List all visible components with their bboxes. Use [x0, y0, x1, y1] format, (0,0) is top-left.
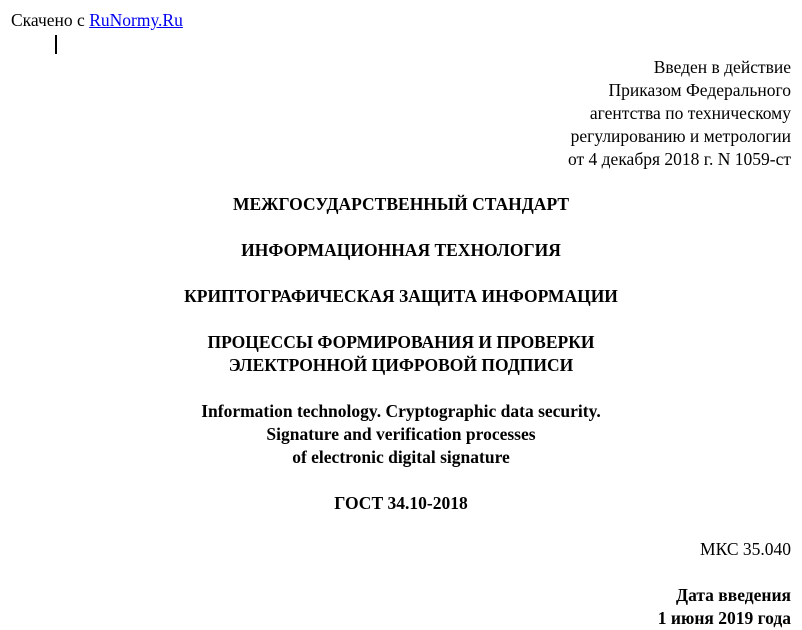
- standard-code: ГОСТ 34.10-2018: [334, 493, 468, 513]
- english-title-line: Signature and verification processes: [266, 424, 536, 444]
- source-prefix: Скачено с: [11, 10, 85, 30]
- subject-heading: [0, 331, 802, 377]
- source-line: [11, 9, 183, 31]
- field-heading: ИНФОРМАЦИОННАЯ ТЕХНОЛОГИЯ: [241, 240, 561, 260]
- approval-line: регулированию и метрологии: [570, 126, 791, 146]
- intro-date-label: Дата введения: [676, 585, 791, 605]
- english-title: [0, 400, 802, 469]
- approval-line: Введен в действие: [653, 57, 791, 77]
- mks-code: МКС 35.040: [700, 539, 791, 559]
- english-title-line: Information technology. Cryptographic data security.: [201, 401, 601, 421]
- text-cursor: [55, 35, 57, 54]
- subfield-heading: КРИПТОГРАФИЧЕСКАЯ ЗАЩИТА ИНФОРМАЦИИ: [184, 286, 618, 306]
- subject-line: ЭЛЕКТРОННОЙ ЦИФРОВОЙ ПОДПИСИ: [228, 355, 574, 375]
- approval-line: агентства по техническому: [589, 103, 791, 123]
- intro-date-value: 1 июня 2019 года: [657, 608, 791, 628]
- approval-line: от 4 декабря 2018 г. N 1059-ст: [567, 149, 791, 169]
- source-link[interactable]: RuNormy.Ru: [89, 10, 183, 30]
- approval-line: Приказом Федерального: [608, 80, 791, 100]
- english-title-line: of electronic digital signature: [292, 447, 510, 467]
- standard-type-heading: МЕЖГОСУДАРСТВЕННЫЙ СТАНДАРТ: [232, 194, 570, 214]
- subject-line: ПРОЦЕССЫ ФОРМИРОВАНИЯ И ПРОВЕРКИ: [207, 332, 595, 352]
- approval-block: [568, 56, 791, 171]
